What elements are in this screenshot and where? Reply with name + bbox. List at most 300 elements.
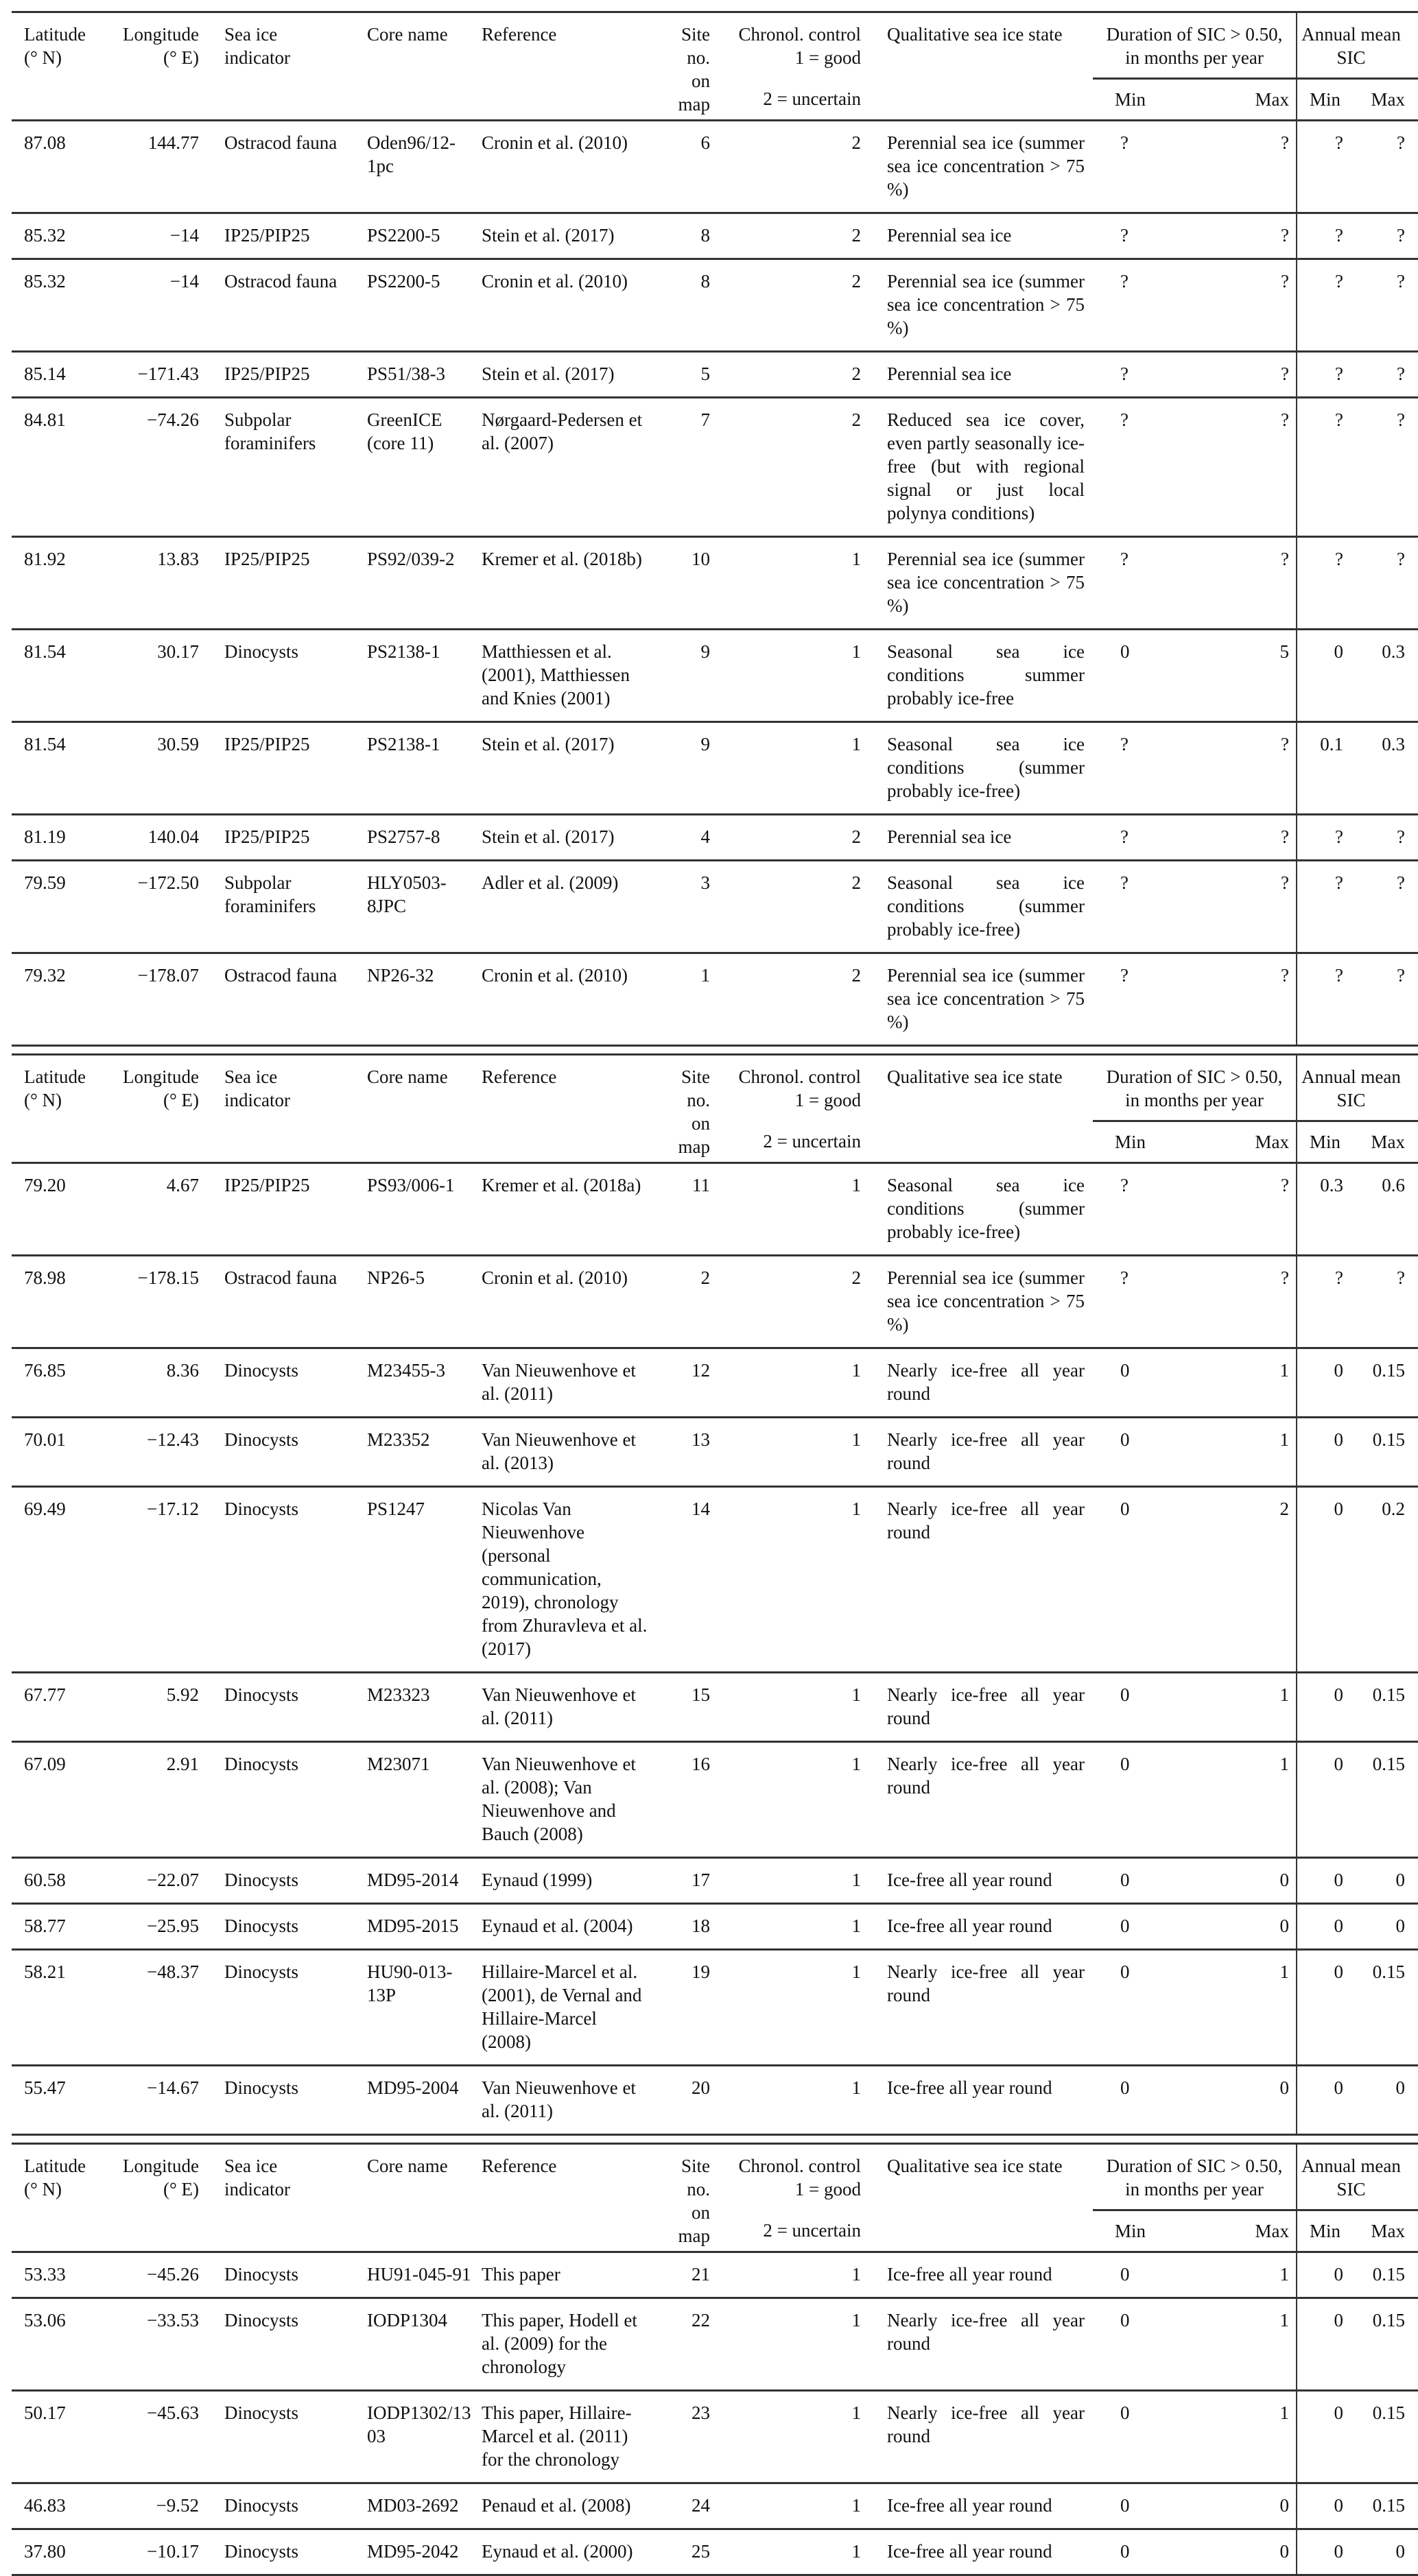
indicator-cell: Dinocysts bbox=[199, 2066, 367, 2135]
indicator-cell: IP25/PIP25 bbox=[199, 1163, 367, 1256]
table-row bbox=[12, 2391, 1418, 2483]
table-row bbox=[12, 2529, 1418, 2575]
indicator-cell: Ostracod fauna bbox=[199, 953, 367, 1046]
duration-max-cell: ? bbox=[1175, 121, 1297, 213]
table-row bbox=[12, 722, 1418, 815]
longitude-cell: 4.67 bbox=[110, 1163, 199, 1256]
sic-max-cell: 0 bbox=[1358, 2066, 1418, 2135]
qualitative-state-cell: Perennial sea ice (summer sea ice concentration > 75 %) bbox=[861, 259, 1093, 352]
header-qualitative-state: Qualitative sea ice state bbox=[861, 1055, 1093, 1163]
latitude-cell: 81.54 bbox=[12, 722, 110, 815]
reference-cell: Eynaud et al. (2000) bbox=[482, 2529, 657, 2575]
core-name-cell: PS51/38-3 bbox=[367, 352, 482, 398]
qualitative-state-cell: Nearly ice-free all year round bbox=[861, 2391, 1093, 2483]
sic-min-cell: ? bbox=[1297, 352, 1358, 398]
table-row bbox=[12, 2252, 1418, 2298]
table-row bbox=[12, 861, 1418, 953]
duration-min-cell: ? bbox=[1093, 537, 1175, 630]
duration-min-cell: ? bbox=[1093, 398, 1175, 537]
sic-min-cell: 0 bbox=[1297, 2298, 1358, 2391]
header-annual-mean-sic: Annual mean SIC bbox=[1297, 1055, 1418, 1121]
sic-max-cell: ? bbox=[1358, 398, 1418, 537]
longitude-cell: −10.17 bbox=[110, 2529, 199, 2575]
core-name-cell: NP26-5 bbox=[367, 1256, 482, 1348]
sic-min-cell: 0 bbox=[1297, 1742, 1358, 1858]
qualitative-state-cell: Perennial sea ice (summer sea ice concentration > 75 %) bbox=[861, 953, 1093, 1046]
core-name-cell: M23455-3 bbox=[367, 1348, 482, 1418]
core-name-cell: IODP1304 bbox=[367, 2298, 482, 2391]
indicator-cell: IP25/PIP25 bbox=[199, 213, 367, 259]
indicator-cell: Dinocysts bbox=[199, 1858, 367, 1904]
sic-max-cell: ? bbox=[1358, 352, 1418, 398]
latitude-cell: 58.21 bbox=[12, 1950, 110, 2066]
latitude-cell: 53.33 bbox=[12, 2252, 110, 2298]
indicator-cell: Dinocysts bbox=[199, 1348, 367, 1418]
duration-min-cell: 0 bbox=[1093, 2391, 1175, 2483]
qualitative-state-cell: Ice-free all year round bbox=[861, 1904, 1093, 1950]
header-sic-min: Min bbox=[1297, 1121, 1358, 1163]
core-name-cell: PS2138-1 bbox=[367, 630, 482, 722]
table-row bbox=[12, 398, 1418, 537]
table-row bbox=[12, 1163, 1418, 1256]
core-name-cell: PS92/039-2 bbox=[367, 537, 482, 630]
site-no-cell: 17 bbox=[657, 1858, 710, 1904]
sic-min-cell: ? bbox=[1297, 953, 1358, 1046]
reference-cell: Stein et al. (2017) bbox=[482, 213, 657, 259]
indicator-cell: Dinocysts bbox=[199, 630, 367, 722]
header-chronol-uncertain: 2 = uncertain bbox=[710, 79, 861, 121]
sic-max-cell: 0 bbox=[1358, 1858, 1418, 1904]
reference-cell: Eynaud et al. (2004) bbox=[482, 1904, 657, 1950]
latitude-cell: 70.01 bbox=[12, 1418, 110, 1487]
header-sic-min: Min bbox=[1297, 79, 1358, 121]
indicator-cell: IP25/PIP25 bbox=[199, 352, 367, 398]
latitude-cell: 84.81 bbox=[12, 398, 110, 537]
header-duration-min: Min bbox=[1093, 79, 1175, 121]
qualitative-state-cell: Perennial sea ice bbox=[861, 213, 1093, 259]
chronol-control-cell: 1 bbox=[710, 2066, 861, 2135]
chronol-control-cell: 1 bbox=[710, 630, 861, 722]
latitude-cell: 79.20 bbox=[12, 1163, 110, 1256]
duration-max-cell: 1 bbox=[1175, 1742, 1297, 1858]
reference-cell: Hillaire-Marcel et al. (2001), de Vernal and Hillaire-Marcel (2008) bbox=[482, 1950, 657, 2066]
reference-cell: Eynaud (1999) bbox=[482, 1858, 657, 1904]
longitude-cell: −25.95 bbox=[110, 1904, 199, 1950]
indicator-cell: Dinocysts bbox=[199, 2483, 367, 2529]
site-no-cell: 22 bbox=[657, 2298, 710, 2391]
sic-max-cell: ? bbox=[1358, 1256, 1418, 1348]
header-sic-max: Max bbox=[1358, 79, 1418, 121]
longitude-cell: 30.59 bbox=[110, 722, 199, 815]
sic-min-cell: 0 bbox=[1297, 2483, 1358, 2529]
chronol-control-cell: 1 bbox=[710, 2298, 861, 2391]
header-longitude: Longitude (° E) bbox=[110, 1055, 199, 1163]
table-row bbox=[12, 1348, 1418, 1418]
reference-cell: Cronin et al. (2010) bbox=[482, 953, 657, 1046]
indicator-cell: Dinocysts bbox=[199, 1418, 367, 1487]
chronol-control-cell: 2 bbox=[710, 398, 861, 537]
duration-min-cell: 0 bbox=[1093, 2298, 1175, 2391]
table-row bbox=[12, 259, 1418, 352]
header-qualitative-state: Qualitative sea ice state bbox=[861, 2144, 1093, 2252]
core-name-cell: PS2200-5 bbox=[367, 259, 482, 352]
longitude-cell: −22.07 bbox=[110, 1858, 199, 1904]
chronol-control-cell: 1 bbox=[710, 1348, 861, 1418]
sic-max-cell: 0.2 bbox=[1358, 1487, 1418, 1673]
longitude-cell: −45.26 bbox=[110, 2252, 199, 2298]
qualitative-state-cell: Nearly ice-free all year round bbox=[861, 2298, 1093, 2391]
site-no-cell: 9 bbox=[657, 722, 710, 815]
duration-min-cell: 0 bbox=[1093, 1348, 1175, 1418]
indicator-cell: Dinocysts bbox=[199, 1673, 367, 1742]
sic-min-cell: 0 bbox=[1297, 630, 1358, 722]
header-duration-max: Max bbox=[1175, 1121, 1297, 1163]
indicator-cell: Dinocysts bbox=[199, 2298, 367, 2391]
sic-max-cell: 0.15 bbox=[1358, 1348, 1418, 1418]
chronol-control-cell: 1 bbox=[710, 1487, 861, 1673]
header-row bbox=[12, 12, 1418, 79]
sic-max-cell: 0 bbox=[1358, 1904, 1418, 1950]
header-reference: Reference bbox=[482, 12, 657, 121]
latitude-cell: 87.08 bbox=[12, 121, 110, 213]
qualitative-state-cell: Perennial sea ice (summer sea ice concentration > 75 %) bbox=[861, 121, 1093, 213]
sic-max-cell: 0.6 bbox=[1358, 1163, 1418, 1256]
qualitative-state-cell: Nearly ice-free all year round bbox=[861, 1418, 1093, 1487]
section-separator bbox=[12, 1046, 1418, 1055]
core-name-cell: PS2138-1 bbox=[367, 722, 482, 815]
header-qualitative-state: Qualitative sea ice state bbox=[861, 12, 1093, 121]
header-indicator: Sea ice indicator bbox=[199, 12, 367, 121]
duration-min-cell: ? bbox=[1093, 815, 1175, 861]
duration-min-cell: ? bbox=[1093, 259, 1175, 352]
chronol-control-cell: 1 bbox=[710, 1950, 861, 2066]
site-no-cell: 24 bbox=[657, 2483, 710, 2529]
longitude-cell: −178.07 bbox=[110, 953, 199, 1046]
chronol-control-cell: 2 bbox=[710, 815, 861, 861]
sic-min-cell: 0 bbox=[1297, 2066, 1358, 2135]
latitude-cell: 85.32 bbox=[12, 259, 110, 352]
latitude-cell: 76.85 bbox=[12, 1348, 110, 1418]
duration-max-cell: ? bbox=[1175, 861, 1297, 953]
sic-min-cell: ? bbox=[1297, 259, 1358, 352]
indicator-cell: Dinocysts bbox=[199, 1950, 367, 2066]
sic-min-cell: ? bbox=[1297, 861, 1358, 953]
reference-cell: Adler et al. (2009) bbox=[482, 861, 657, 953]
header-chronol-control: Chronol. control 1 = good bbox=[710, 1055, 861, 1121]
reference-cell: Stein et al. (2017) bbox=[482, 722, 657, 815]
core-name-cell: PS93/006-1 bbox=[367, 1163, 482, 1256]
table-row bbox=[12, 2066, 1418, 2135]
indicator-cell: Dinocysts bbox=[199, 2252, 367, 2298]
reference-cell: Stein et al. (2017) bbox=[482, 815, 657, 861]
reference-cell: Matthiessen et al. (2001), Matthiessen and Knies (2001) bbox=[482, 630, 657, 722]
sic-max-cell: 0.15 bbox=[1358, 2483, 1418, 2529]
header-site-no: Site no. on map bbox=[657, 1055, 710, 1163]
duration-max-cell: 2 bbox=[1175, 1487, 1297, 1673]
latitude-cell: 58.77 bbox=[12, 1904, 110, 1950]
core-name-cell: IODP1302/1303 bbox=[367, 2391, 482, 2483]
header-reference: Reference bbox=[482, 2144, 657, 2252]
duration-max-cell: 0 bbox=[1175, 1904, 1297, 1950]
reference-cell: This paper, Hodell et al. (2009) for the chronology bbox=[482, 2298, 657, 2391]
site-no-cell: 15 bbox=[657, 1673, 710, 1742]
duration-max-cell: ? bbox=[1175, 259, 1297, 352]
sic-min-cell: 0 bbox=[1297, 2529, 1358, 2575]
core-name-cell: PS2200-5 bbox=[367, 213, 482, 259]
longitude-cell: −14 bbox=[110, 213, 199, 259]
duration-max-cell: ? bbox=[1175, 953, 1297, 1046]
duration-max-cell: ? bbox=[1175, 1163, 1297, 1256]
reference-cell: Cronin et al. (2010) bbox=[482, 1256, 657, 1348]
indicator-cell: Dinocysts bbox=[199, 1742, 367, 1858]
core-name-cell: Oden96/12-1pc bbox=[367, 121, 482, 213]
duration-max-cell: ? bbox=[1175, 398, 1297, 537]
reference-cell: This paper, Hillaire-Marcel et al. (2011) for the chronology bbox=[482, 2391, 657, 2483]
site-no-cell: 19 bbox=[657, 1950, 710, 2066]
sic-min-cell: 0 bbox=[1297, 2391, 1358, 2483]
header-longitude: Longitude (° E) bbox=[110, 12, 199, 121]
duration-max-cell: 0 bbox=[1175, 1858, 1297, 1904]
site-no-cell: 8 bbox=[657, 259, 710, 352]
header-sic-max: Max bbox=[1358, 2210, 1418, 2252]
qualitative-state-cell: Perennial sea ice (summer sea ice concentration > 75 %) bbox=[861, 1256, 1093, 1348]
reference-cell: Van Nieuwenhove et al. (2011) bbox=[482, 1348, 657, 1418]
duration-min-cell: ? bbox=[1093, 953, 1175, 1046]
header-reference: Reference bbox=[482, 1055, 657, 1163]
table-row bbox=[12, 352, 1418, 398]
indicator-cell: Dinocysts bbox=[199, 2529, 367, 2575]
header-sic-min: Min bbox=[1297, 2210, 1358, 2252]
sic-min-cell: 0 bbox=[1297, 1348, 1358, 1418]
header-row bbox=[12, 1055, 1418, 1121]
latitude-cell: 85.14 bbox=[12, 352, 110, 398]
header-duration: Duration of SIC > 0.50, in months per year bbox=[1093, 1055, 1297, 1121]
sea-ice-table-container bbox=[12, 0, 1415, 2576]
reference-cell: Nicolas Van Nieuwenhove (personal communication, 2019), chronology from Zhuravleva et al. (2017) bbox=[482, 1487, 657, 1673]
site-no-cell: 2 bbox=[657, 1256, 710, 1348]
header-latitude: Latitude (° N) bbox=[12, 2144, 110, 2252]
longitude-cell: −17.12 bbox=[110, 1487, 199, 1673]
chronol-control-cell: 1 bbox=[710, 2252, 861, 2298]
sic-max-cell: ? bbox=[1358, 213, 1418, 259]
core-name-cell: M23323 bbox=[367, 1673, 482, 1742]
chronol-control-cell: 2 bbox=[710, 352, 861, 398]
sic-min-cell: 0 bbox=[1297, 1673, 1358, 1742]
latitude-cell: 67.09 bbox=[12, 1742, 110, 1858]
duration-min-cell: ? bbox=[1093, 121, 1175, 213]
longitude-cell: −74.26 bbox=[110, 398, 199, 537]
site-no-cell: 7 bbox=[657, 398, 710, 537]
header-sic-max: Max bbox=[1358, 1121, 1418, 1163]
sic-min-cell: ? bbox=[1297, 1256, 1358, 1348]
table-row bbox=[12, 1673, 1418, 1742]
header-row bbox=[12, 2144, 1418, 2210]
core-name-cell: GreenICE (core 11) bbox=[367, 398, 482, 537]
qualitative-state-cell: Perennial sea ice bbox=[861, 815, 1093, 861]
header-annual-mean-sic: Annual mean SIC bbox=[1297, 12, 1418, 79]
sea-ice-records-table bbox=[12, 11, 1418, 2576]
sic-min-cell: ? bbox=[1297, 537, 1358, 630]
qualitative-state-cell: Seasonal sea ice conditions (summer probably ice-free) bbox=[861, 722, 1093, 815]
sic-max-cell: 0.3 bbox=[1358, 630, 1418, 722]
qualitative-state-cell: Ice-free all year round bbox=[861, 2252, 1093, 2298]
latitude-cell: 81.19 bbox=[12, 815, 110, 861]
table-row bbox=[12, 1904, 1418, 1950]
reference-cell: Kremer et al. (2018a) bbox=[482, 1163, 657, 1256]
header-duration: Duration of SIC > 0.50, in months per year bbox=[1093, 2144, 1297, 2210]
sic-min-cell: 0.1 bbox=[1297, 722, 1358, 815]
duration-min-cell: ? bbox=[1093, 213, 1175, 259]
header-site-no: Site no. on map bbox=[657, 12, 710, 121]
duration-min-cell: 0 bbox=[1093, 1858, 1175, 1904]
duration-max-cell: 1 bbox=[1175, 1673, 1297, 1742]
qualitative-state-cell: Perennial sea ice bbox=[861, 352, 1093, 398]
latitude-cell: 37.80 bbox=[12, 2529, 110, 2575]
header-duration-min: Min bbox=[1093, 1121, 1175, 1163]
indicator-cell: Subpolar foraminifers bbox=[199, 861, 367, 953]
table-body bbox=[12, 12, 1418, 2576]
latitude-cell: 50.17 bbox=[12, 2391, 110, 2483]
qualitative-state-cell: Nearly ice-free all year round bbox=[861, 1348, 1093, 1418]
qualitative-state-cell: Seasonal sea ice conditions (summer probably ice-free) bbox=[861, 861, 1093, 953]
core-name-cell: M23071 bbox=[367, 1742, 482, 1858]
site-no-cell: 21 bbox=[657, 2252, 710, 2298]
indicator-cell: Dinocysts bbox=[199, 2391, 367, 2483]
table-row bbox=[12, 537, 1418, 630]
duration-min-cell: 0 bbox=[1093, 1742, 1175, 1858]
chronol-control-cell: 1 bbox=[710, 2483, 861, 2529]
longitude-cell: −14.67 bbox=[110, 2066, 199, 2135]
qualitative-state-cell: Seasonal sea ice conditions summer probably ice-free bbox=[861, 630, 1093, 722]
longitude-cell: −33.53 bbox=[110, 2298, 199, 2391]
table-row bbox=[12, 1950, 1418, 2066]
core-name-cell: PS2757-8 bbox=[367, 815, 482, 861]
reference-cell: Van Nieuwenhove et al. (2008); Van Nieuwenhove and Bauch (2008) bbox=[482, 1742, 657, 1858]
chronol-control-cell: 1 bbox=[710, 2529, 861, 2575]
site-no-cell: 18 bbox=[657, 1904, 710, 1950]
site-no-cell: 14 bbox=[657, 1487, 710, 1673]
reference-cell: Cronin et al. (2010) bbox=[482, 121, 657, 213]
qualitative-state-cell: Nearly ice-free all year round bbox=[861, 1487, 1093, 1673]
duration-max-cell: 0 bbox=[1175, 2483, 1297, 2529]
duration-min-cell: ? bbox=[1093, 1163, 1175, 1256]
table-row bbox=[12, 1418, 1418, 1487]
sic-max-cell: 0.15 bbox=[1358, 1950, 1418, 2066]
indicator-cell: IP25/PIP25 bbox=[199, 537, 367, 630]
sic-max-cell: 0.3 bbox=[1358, 722, 1418, 815]
duration-max-cell: 0 bbox=[1175, 2529, 1297, 2575]
latitude-cell: 78.98 bbox=[12, 1256, 110, 1348]
core-name-cell: HU90-013-13P bbox=[367, 1950, 482, 2066]
duration-max-cell: 1 bbox=[1175, 2298, 1297, 2391]
header-duration-max: Max bbox=[1175, 79, 1297, 121]
header-duration: Duration of SIC > 0.50, in months per year bbox=[1093, 12, 1297, 79]
header-chronol-uncertain: 2 = uncertain bbox=[710, 2210, 861, 2252]
reference-cell: Van Nieuwenhove et al. (2011) bbox=[482, 1673, 657, 1742]
sic-min-cell: 0.3 bbox=[1297, 1163, 1358, 1256]
chronol-control-cell: 1 bbox=[710, 722, 861, 815]
longitude-cell: −178.15 bbox=[110, 1256, 199, 1348]
sic-min-cell: ? bbox=[1297, 398, 1358, 537]
chronol-control-cell: 2 bbox=[710, 213, 861, 259]
core-name-cell: MD95-2015 bbox=[367, 1904, 482, 1950]
qualitative-state-cell: Nearly ice-free all year round bbox=[861, 1950, 1093, 2066]
qualitative-state-cell: Ice-free all year round bbox=[861, 2483, 1093, 2529]
qualitative-state-cell: Perennial sea ice (summer sea ice concentration > 75 %) bbox=[861, 537, 1093, 630]
core-name-cell: MD95-2042 bbox=[367, 2529, 482, 2575]
sic-min-cell: 0 bbox=[1297, 1418, 1358, 1487]
longitude-cell: −171.43 bbox=[110, 352, 199, 398]
chronol-control-cell: 1 bbox=[710, 1418, 861, 1487]
latitude-cell: 53.06 bbox=[12, 2298, 110, 2391]
longitude-cell: −172.50 bbox=[110, 861, 199, 953]
core-name-cell: M23352 bbox=[367, 1418, 482, 1487]
latitude-cell: 60.58 bbox=[12, 1858, 110, 1904]
site-no-cell: 20 bbox=[657, 2066, 710, 2135]
header-indicator: Sea ice indicator bbox=[199, 1055, 367, 1163]
duration-min-cell: 0 bbox=[1093, 2529, 1175, 2575]
latitude-cell: 55.47 bbox=[12, 2066, 110, 2135]
qualitative-state-cell: Ice-free all year round bbox=[861, 1858, 1093, 1904]
reference-cell: Cronin et al. (2010) bbox=[482, 259, 657, 352]
header-core-name: Core name bbox=[367, 12, 482, 121]
longitude-cell: 8.36 bbox=[110, 1348, 199, 1418]
core-name-cell: MD95-2014 bbox=[367, 1858, 482, 1904]
sic-min-cell: 0 bbox=[1297, 2252, 1358, 2298]
sic-min-cell: 0 bbox=[1297, 1858, 1358, 1904]
header-latitude: Latitude (° N) bbox=[12, 1055, 110, 1163]
duration-min-cell: 0 bbox=[1093, 2252, 1175, 2298]
chronol-control-cell: 1 bbox=[710, 1163, 861, 1256]
qualitative-state-cell: Nearly ice-free all year round bbox=[861, 1673, 1093, 1742]
indicator-cell: Dinocysts bbox=[199, 1904, 367, 1950]
reference-cell: Stein et al. (2017) bbox=[482, 352, 657, 398]
double-rule bbox=[12, 1046, 1418, 1055]
header-annual-mean-sic: Annual mean SIC bbox=[1297, 2144, 1418, 2210]
chronol-control-cell: 1 bbox=[710, 537, 861, 630]
table-row bbox=[12, 213, 1418, 259]
table-row bbox=[12, 121, 1418, 213]
indicator-cell: Ostracod fauna bbox=[199, 1256, 367, 1348]
duration-min-cell: ? bbox=[1093, 352, 1175, 398]
duration-min-cell: ? bbox=[1093, 722, 1175, 815]
header-latitude: Latitude (° N) bbox=[12, 12, 110, 121]
table-row bbox=[12, 815, 1418, 861]
reference-cell: Nørgaard-Pedersen et al. (2007) bbox=[482, 398, 657, 537]
sic-max-cell: 0 bbox=[1358, 2529, 1418, 2575]
chronol-control-cell: 2 bbox=[710, 1256, 861, 1348]
longitude-cell: −9.52 bbox=[110, 2483, 199, 2529]
qualitative-state-cell: Ice-free all year round bbox=[861, 2066, 1093, 2135]
chronol-control-cell: 2 bbox=[710, 861, 861, 953]
indicator-cell: Dinocysts bbox=[199, 1487, 367, 1673]
longitude-cell: −12.43 bbox=[110, 1418, 199, 1487]
duration-max-cell: 1 bbox=[1175, 2252, 1297, 2298]
sic-max-cell: 0.15 bbox=[1358, 2298, 1418, 2391]
duration-min-cell: 0 bbox=[1093, 1487, 1175, 1673]
qualitative-state-cell: Nearly ice-free all year round bbox=[861, 1742, 1093, 1858]
sic-min-cell: ? bbox=[1297, 213, 1358, 259]
sic-max-cell: ? bbox=[1358, 815, 1418, 861]
sic-min-cell: 0 bbox=[1297, 1904, 1358, 1950]
longitude-cell: 30.17 bbox=[110, 630, 199, 722]
sic-max-cell: ? bbox=[1358, 861, 1418, 953]
header-chronol-control: Chronol. control 1 = good bbox=[710, 12, 861, 79]
chronol-control-cell: 2 bbox=[710, 953, 861, 1046]
section-separator bbox=[12, 2135, 1418, 2144]
sic-min-cell: 0 bbox=[1297, 1950, 1358, 2066]
reference-cell: This paper bbox=[482, 2252, 657, 2298]
